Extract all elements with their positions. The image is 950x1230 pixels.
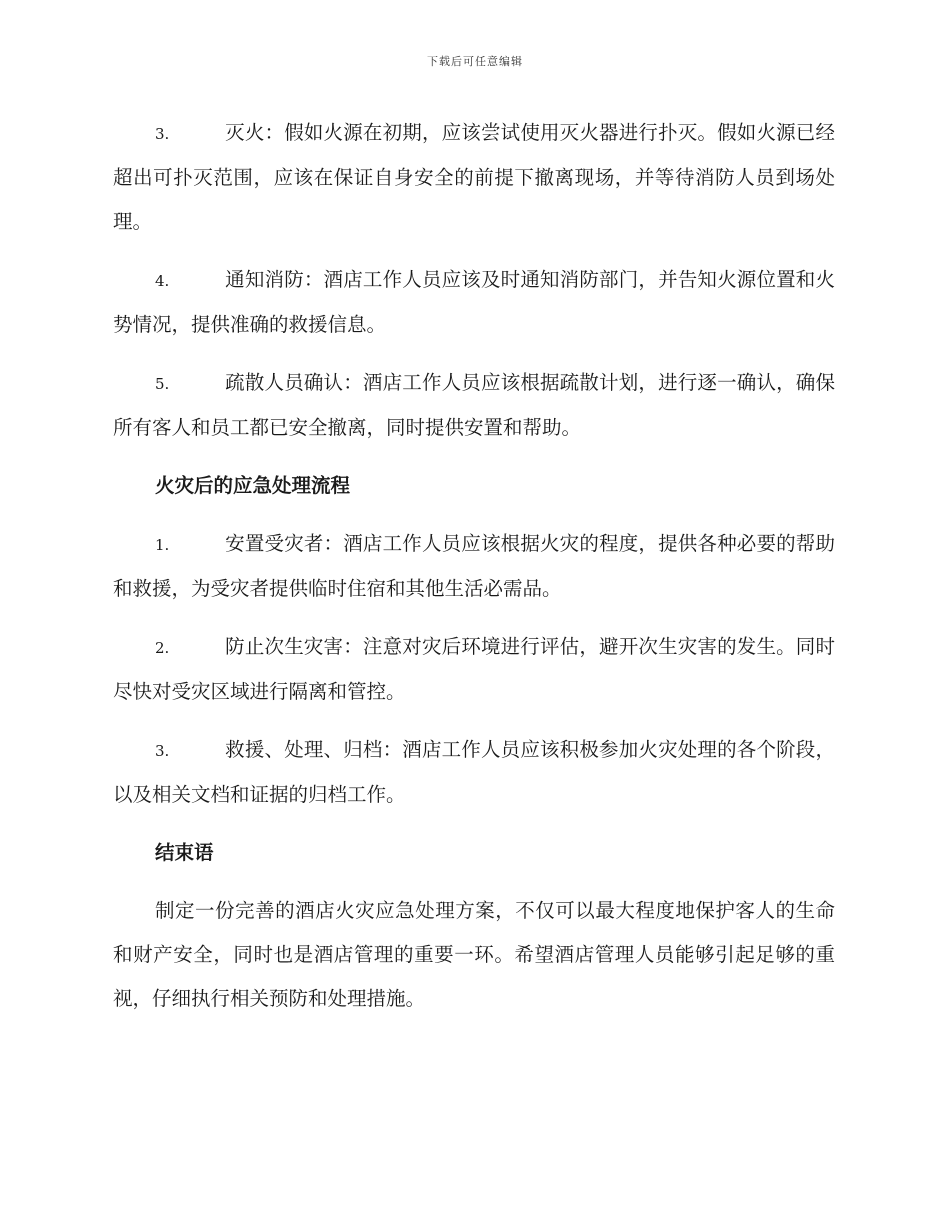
item-number: 3. [155,742,170,760]
item-text: 安置受灾者：酒店工作人员应该根据火灾的程度，提供各种必要的帮助和救援，为受灾者提供临时住宿和其他生活必需品。 [113,532,835,600]
item-number: 4. [155,272,170,290]
list-item [113,111,835,244]
item-text: 灭火：假如火源在初期，应该尝试使用灭火器进行扑灭。假如火源已经超出可扑灭范围，应该在保证自身安全的前提下撤离现场，并等待消防人员到场处理。 [113,121,835,233]
item-number: 1. [155,536,170,554]
item-text: 救援、处理、归档：酒店工作人员应该积极参加火灾处理的各个阶段，以及相关文档和证据的归档工作。 [113,738,835,806]
item-number: 2. [155,639,170,657]
item-number: 3. [155,125,170,143]
list-item [113,522,835,611]
item-text: 疏散人员确认：酒店工作人员应该根据疏散计划，进行逐一确认，确保所有客人和员工都已安全撤离，同时提供安置和帮助。 [113,371,835,439]
item-text: 通知消防：酒店工作人员应该及时通知消防部门，并告知火源位置和火势情况，提供准确的救援信息。 [113,268,835,336]
list-item [113,361,835,450]
list-item [113,728,835,817]
item-number: 5. [155,375,170,393]
section-heading-after-fire: 火灾后的应急处理流程 [155,474,351,497]
page-header: 下载后可任意编辑 [427,55,523,68]
section-heading-conclusion: 结束语 [155,841,214,864]
list-item [113,625,835,714]
conclusion-paragraph: 制定一份完善的酒店火灾应急处理方案，不仅可以最大程度地保护客人的生命和财产安全，同时也是酒店管理的重要一环。希望酒店管理人员能够引起足够的重视，仔细执行相关预防和处理措施。 [113,899,835,1010]
list-item [113,258,835,347]
document-body [113,111,835,1021]
item-text: 防止次生灾害：注意对灾后环境进行评估，避开次生灾害的发生。同时尽快对受灾区域进行隔离和管控。 [113,635,835,703]
